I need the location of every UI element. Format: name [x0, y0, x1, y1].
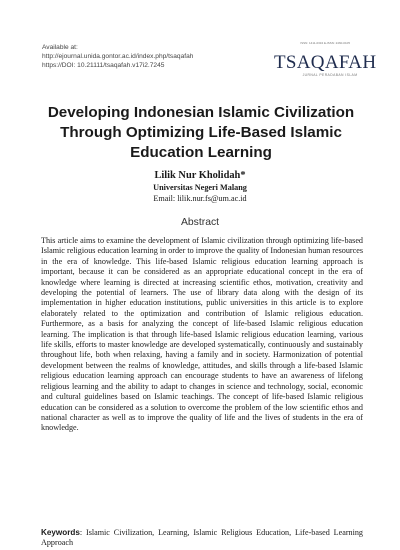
availability-info: [42, 44, 193, 70]
doi-link[interactable]: https://DOI: 10.21111/tsaqafah.v17i2.7245: [42, 61, 165, 69]
logo-issn: ISSN: 1411-0334 E-ISSN: 2460-0105: [300, 41, 350, 45]
logo-wordmark: TSAQAFAH: [274, 52, 377, 73]
paper-title: Developing Indonesian Islamic Civilization Through Optimizing Life-Based Islamic Education Learning: [47, 104, 355, 161]
author-email: Email: lilik.nur.fs@um.ac.id: [153, 194, 247, 203]
page-header: [42, 40, 377, 90]
keywords-list: : Islamic Civilization, Learning, Islamic Religious Education, Life-based Learning Approach: [41, 528, 363, 548]
author-name: Lilik Nur Kholidah*: [154, 170, 246, 181]
journal-logo: [274, 40, 377, 80]
abstract-body: This article aims to examine the development of Islamic civilization through optimizing life-based Islamic religious education learning in order to improve the quality of Indonesian human resources in the era of knowledge. This life-based Islamic religious education learning approach is important, because it can be considered as an appropriate educational concept in the era of knowledge where learning is directed at increasing scientific ethos, motivation, creativity and developing the potential of learners. The use of library data along with the design of its implementation in higher education institutions, public universities in this article is to explore elaborately related to the optimization and contribution of Islamic religious education. Furthermore, as a basis for analyzing the concept of life-based Islamic religious education learning. The implication is that through life-based Islamic religious education learning, various life skills, efforts to master knowledge are developed systematically, continuously and sustainably throughout life, both when relaxing, having a family and in society. Harmonization of potential development between the realms of knowledge, attitudes, and skills through a life-based Islamic religious education learning approach can encourage students to have an awareness of lifelong religious learning and the ability to adapt to changes in science and technology, social, economic and cultural guidelines based on Islamic teachings. The concept of life-based Islamic religious education can be considered as a solution to overcome the problem of the low scientific ethos and national character as well as to improve the quality of life and the lives of students in the era of knowledge.: [41, 236, 363, 433]
journal-url-link[interactable]: http://ejournal.unida.gontor.ac.id/index.php/tsaqafah: [42, 52, 194, 60]
availability-label: Available at:: [42, 44, 78, 51]
keywords-label: Keywords: [41, 528, 80, 537]
logo-tagline: JURNAL PERADABAN ISLAM: [302, 73, 358, 77]
abstract-heading: Abstract: [180, 217, 220, 228]
author-affiliation: Universitas Negeri Malang: [153, 183, 247, 192]
keywords-line: [41, 528, 363, 549]
